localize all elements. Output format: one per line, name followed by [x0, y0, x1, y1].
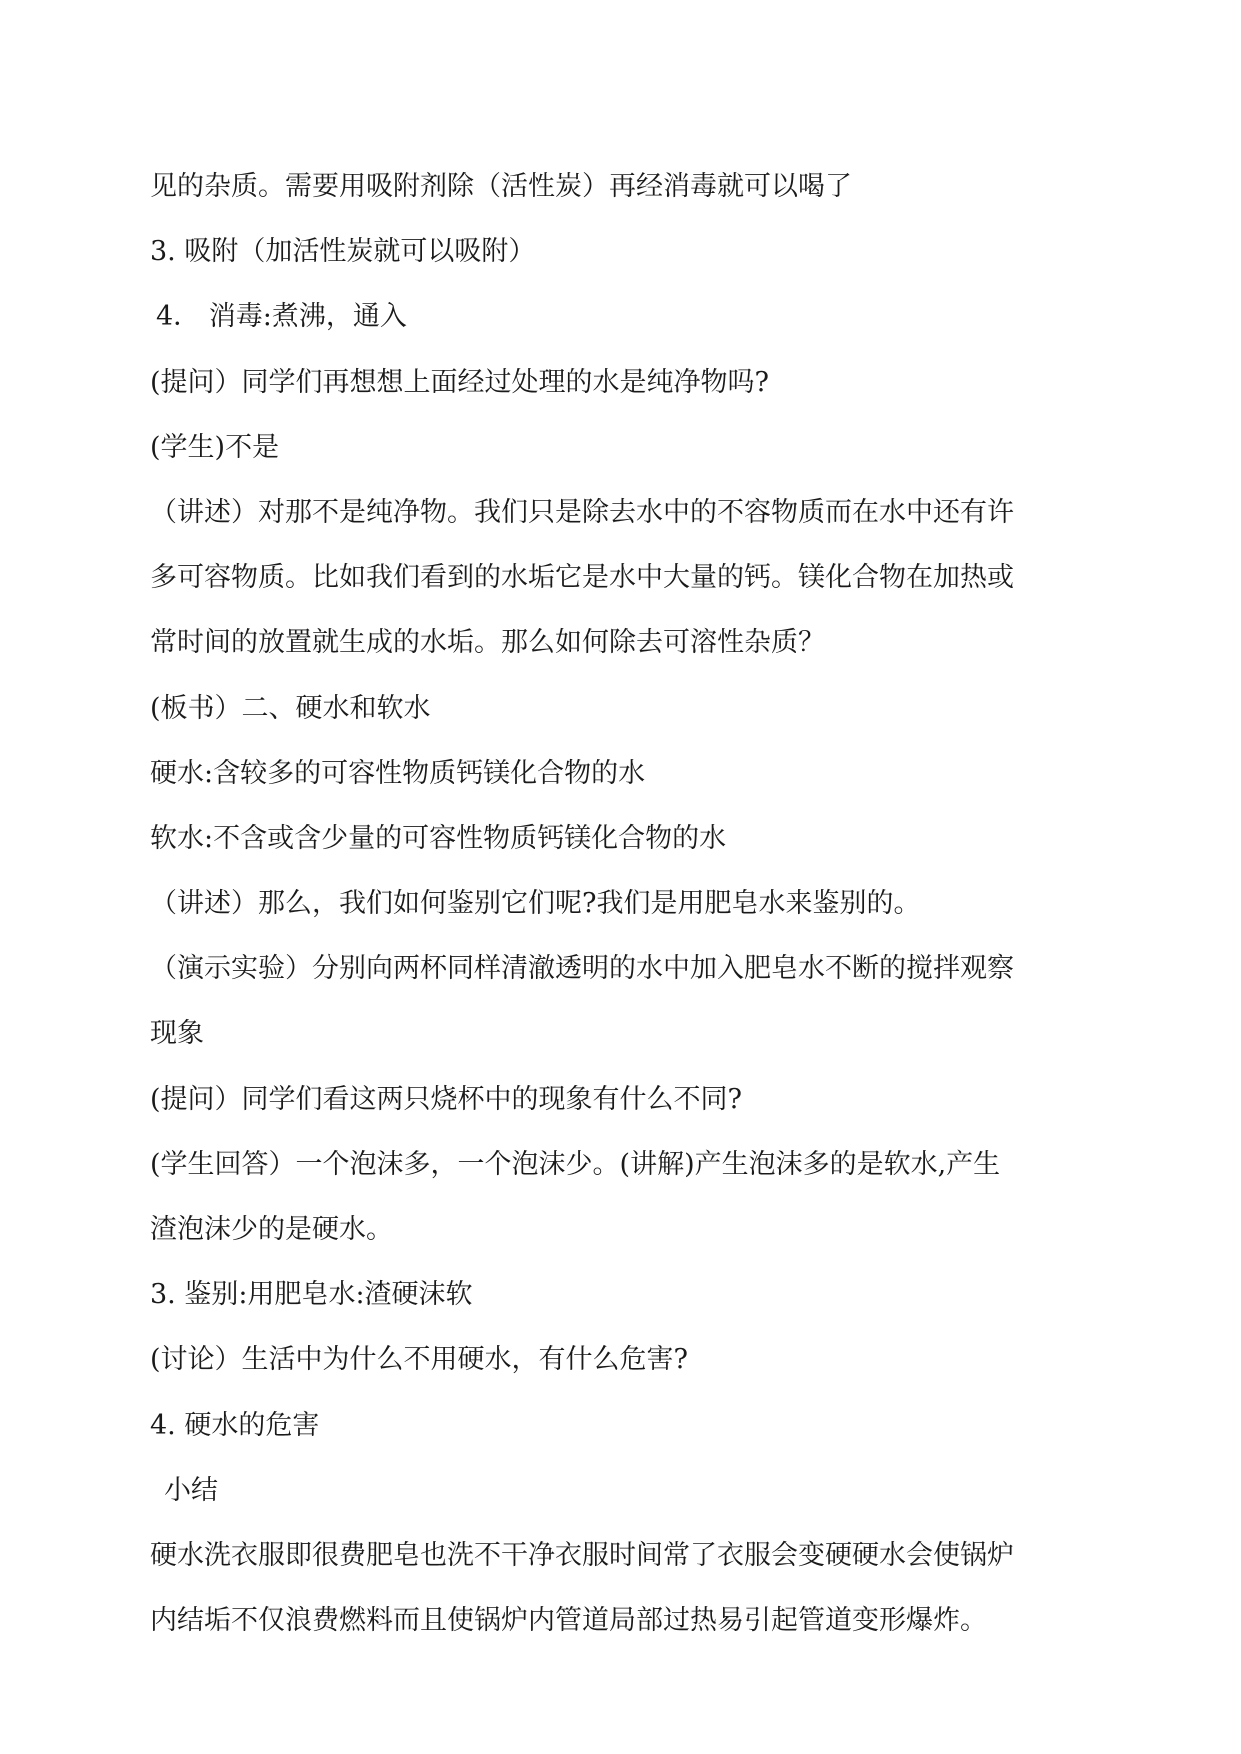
- document-body: [150, 154, 1100, 1653]
- text-line-17: 渣泡沫少的是硬水。: [150, 1214, 393, 1245]
- text-line-1: 见的杂质。需要用吸附剂除（活性炭）再经消毒就可以喝了: [150, 171, 852, 202]
- text-line-23: 内结垢不仅浪费燃料而且使锅炉内管道局部过热易引起管道变形爆炸。: [150, 1605, 987, 1637]
- text-line-5: (学生)不是: [150, 431, 280, 463]
- text-line-9: (板书）二、硬水和软水: [150, 692, 431, 724]
- text-line-2: 3. 吸附（加活性炭就可以吸附）: [150, 236, 536, 268]
- text-line-20: 4. 硬水的危害: [150, 1409, 320, 1441]
- text-line-14: 现象: [150, 1018, 204, 1050]
- text-line-10: 硬水:含较多的可容性物质钙镁化合物的水: [150, 757, 646, 789]
- section-heading-summary: 小结: [164, 1474, 218, 1506]
- text-line-19: (讨论）生活中为什么不用硬水，有什么危害?: [150, 1344, 689, 1376]
- text-line-4: (提问）同学们再想想上面经过处理的水是纯净物吗?: [150, 366, 770, 398]
- text-line-18: 3. 鉴别:用肥皂水:渣硬沫软: [150, 1279, 473, 1311]
- text-line-3: 4． 消毒:煮沸，通入: [156, 301, 407, 333]
- text-line-13: （演示实验）分别向两杯同样清澈透明的水中加入肥皂水不断的搅拌观察: [150, 953, 1014, 985]
- text-line-22: 硬水洗衣服即很费肥皂也洗不干净衣服时间常了衣服会变硬硬水会使锅炉: [150, 1539, 1014, 1571]
- text-line-12: （讲述）那么，我们如何鉴别它们呢?我们是用肥皂水来鉴别的。: [150, 888, 921, 920]
- text-line-16: (学生回答）一个泡沫多，一个泡沫少。(讲解)产生泡沫多的是软水,产生: [150, 1148, 1001, 1180]
- text-line-8: 常时间的放置就生成的水垢。那么如何除去可溶性杂质？: [150, 627, 825, 659]
- text-line-11: 软水:不含或含少量的可容性物质钙镁化合物的水: [150, 822, 727, 854]
- text-line-15: (提问）同学们看这两只烧杯中的现象有什么不同?: [150, 1083, 743, 1115]
- text-line-7: 多可容物质。比如我们看到的水垢它是水中大量的钙。镁化合物在加热或: [150, 562, 1014, 594]
- text-line-6: （讲述）对那不是纯净物。我们只是除去水中的不容物质而在水中还有许: [150, 496, 1014, 528]
